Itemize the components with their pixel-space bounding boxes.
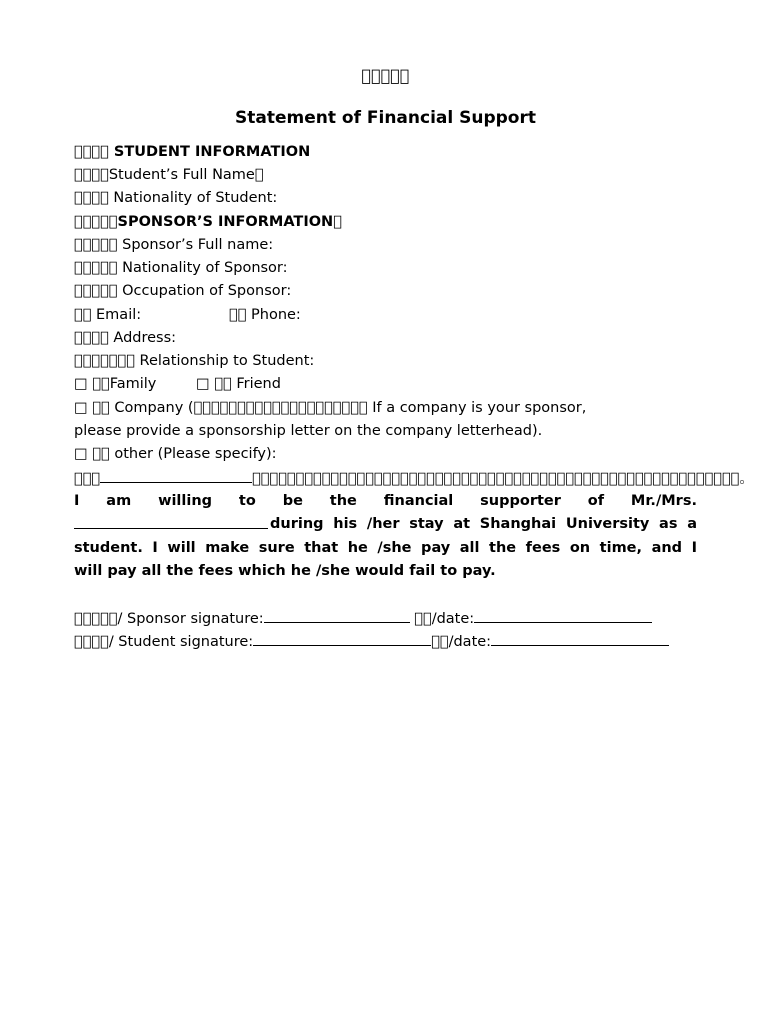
relationship-field xyxy=(74,351,314,371)
family-label-cn: 􏰶􏰷 xyxy=(92,376,110,392)
sponsor-name-label: Sponsor’s Full name: xyxy=(122,237,274,253)
statement-cn xyxy=(74,468,754,489)
sponsor-address-field xyxy=(74,328,176,348)
student-section-heading-cn: 􏰅􏰆􏰇􏰈 xyxy=(74,144,109,160)
other-label-cn: 􏱐􏱑 xyxy=(92,446,110,462)
statement-word: financial xyxy=(383,493,454,509)
statement-cn-end: 。 xyxy=(739,471,754,487)
sponsor-signature-row xyxy=(74,608,652,629)
student-signature-row xyxy=(74,631,669,652)
sponsor-signature-label-cn: 􏲍􏲎􏲏􏲐􏲑 xyxy=(74,611,118,627)
sponsor-section-heading-cn: 􏰒􏰓􏰔􏰕􏰖 xyxy=(74,214,118,230)
student-signature-blank[interactable] xyxy=(253,631,431,646)
student-nationality-label: Nationality of Student: xyxy=(113,190,278,206)
student-date-label: /date: xyxy=(448,634,492,650)
student-date-label-cn: 􏲒􏲓 xyxy=(431,634,449,650)
company-note: If a company is your sponsor, xyxy=(372,400,587,416)
statement-word: I xyxy=(74,493,80,509)
student-signature-label-cn: 􏲔􏲕􏲖􏲗 xyxy=(74,634,109,650)
student-name-label: Student’s Full Name xyxy=(108,167,255,183)
student-name-field xyxy=(74,165,264,185)
phone-label-cn: 􏰩􏰪 xyxy=(229,307,247,323)
relationship-label-cn: 􏰯􏰰􏰱􏰲􏰳􏰴􏰵 xyxy=(74,353,135,369)
company-checkbox[interactable]: □ xyxy=(74,400,88,416)
statement-word: willing xyxy=(158,493,213,509)
other-label: other (Please specify): xyxy=(114,446,277,462)
email-label-cn: 􏰧􏰨 xyxy=(74,307,92,323)
chinese-title: 􏰀􏰁􏰂􏰃􏰄 xyxy=(361,66,410,85)
student-date-blank[interactable] xyxy=(491,631,669,646)
phone-label: Phone: xyxy=(251,307,301,323)
sponsor-occupation-field xyxy=(74,281,291,301)
address-label-cn: 􏰫􏰬􏰭􏰮 xyxy=(74,330,109,346)
statement-cn-prefix: 􏱒􏱓􏱔 xyxy=(74,471,101,487)
sponsor-contact-row xyxy=(74,305,141,325)
statement-word: to xyxy=(238,493,256,509)
sponsor-name-field xyxy=(74,235,273,255)
statement-word: Mr./Mrs. xyxy=(630,493,697,509)
statement-cn-body: 􏱕􏱖􏱗􏱘􏱙􏱚􏱛􏱜􏱝􏱞􏱟􏱠􏱡􏱢􏱣􏱤􏱥􏱦􏱧􏱨􏱩􏱪􏱫􏱬􏱭􏱮􏱯􏱰􏱱􏱲􏱳􏱴􏱵􏱶􏱷􏱸􏱹􏱺􏱻􏱼􏱽􏱾􏱿􏲀􏲁􏲂􏲃􏲄􏲅􏲆􏲇􏲈􏲉􏲊􏲋􏲌 xyxy=(252,471,740,487)
statement-word: supporter xyxy=(480,493,561,509)
sponsor-section-heading-en: SPONSOR’S INFORMATION xyxy=(117,214,334,230)
sponsor-signature-blank[interactable] xyxy=(264,608,410,623)
sponsor-occupation-label: Occupation of Sponsor: xyxy=(122,283,292,299)
student-name-label-tail: 􏰍 xyxy=(254,167,264,183)
student-nationality-field xyxy=(74,188,277,208)
sponsor-nationality-field xyxy=(74,258,288,278)
company-note-line2: please provide a sponsorship letter on the company letterhead). xyxy=(74,423,543,439)
statement-word: the xyxy=(329,493,357,509)
sponsor-nationality-label-cn: 􏰝􏰞􏰟􏰠􏰡 xyxy=(74,260,118,276)
statement-en-line4: will pay all the fees which he /she would fail to pay. xyxy=(74,563,496,579)
option-company[interactable] xyxy=(74,398,697,418)
company-label-cn: 􏰺􏰻 xyxy=(92,400,110,416)
company-note-cn: 􏰼􏰽􏰾􏰿􏱀􏱁􏱂􏱃􏱄􏱅􏱆􏱇􏱈􏱉􏱊􏱋􏱌􏱍􏱎􏱏 xyxy=(193,400,368,416)
company-label: Company ( xyxy=(114,400,194,416)
sponsor-date-label-cn: 􏲒􏲓 xyxy=(414,611,432,627)
statement-word: am xyxy=(106,493,132,509)
relationship-label: Relationship to Student: xyxy=(139,353,315,369)
statement-en-line2-text: during his /her stay at Shanghai University as a xyxy=(270,516,697,532)
student-section-heading-en: STUDENT INFORMATION xyxy=(113,144,311,160)
student-signature-label: / Student signature: xyxy=(108,634,254,650)
option-other[interactable] xyxy=(74,444,277,464)
sponsor-section-heading-tail: 􏰗 xyxy=(333,214,342,230)
sponsor-name-label-cn: 􏰘􏰙􏰚􏰛􏰜 xyxy=(74,237,118,253)
address-label: Address: xyxy=(113,330,177,346)
email-label: Email: xyxy=(96,307,142,323)
family-label: Family xyxy=(109,376,157,392)
other-checkbox[interactable]: □ xyxy=(74,446,88,462)
statement-cn-blank[interactable] xyxy=(100,468,252,483)
statement-en-line1 xyxy=(74,491,697,511)
statement-word: be xyxy=(282,493,303,509)
statement-en-line2 xyxy=(74,514,697,534)
page-title: Statement of Financial Support xyxy=(235,108,536,128)
sponsor-phone-field xyxy=(229,305,301,325)
student-name-label-cn: 􏰉􏰊􏰋􏰌 xyxy=(74,167,109,183)
option-family[interactable] xyxy=(74,374,156,394)
sponsor-nationality-label: Nationality of Sponsor: xyxy=(122,260,288,276)
friend-label-cn: 􏰸􏰹 xyxy=(214,376,232,392)
student-name-blank[interactable] xyxy=(74,514,268,529)
sponsor-signature-label: / Sponsor signature: xyxy=(117,611,264,627)
option-friend[interactable] xyxy=(196,374,281,394)
statement-word: of xyxy=(587,493,605,509)
friend-label: Friend xyxy=(236,376,281,392)
family-checkbox[interactable]: □ xyxy=(74,376,88,392)
friend-checkbox[interactable]: □ xyxy=(196,376,210,392)
sponsor-occupation-label-cn: 􏰢􏰣􏰤􏰥􏰦 xyxy=(74,283,118,299)
student-nationality-label-cn: 􏰎􏰏􏰐􏰑 xyxy=(74,190,109,206)
student-section-heading xyxy=(74,142,310,162)
sponsor-section-heading xyxy=(74,212,342,232)
statement-en-line3: student. I will make sure that he /she pay all the fees on time, and I xyxy=(74,540,697,556)
sponsor-date-blank[interactable] xyxy=(474,608,652,623)
sponsor-date-label: /date: xyxy=(431,611,475,627)
